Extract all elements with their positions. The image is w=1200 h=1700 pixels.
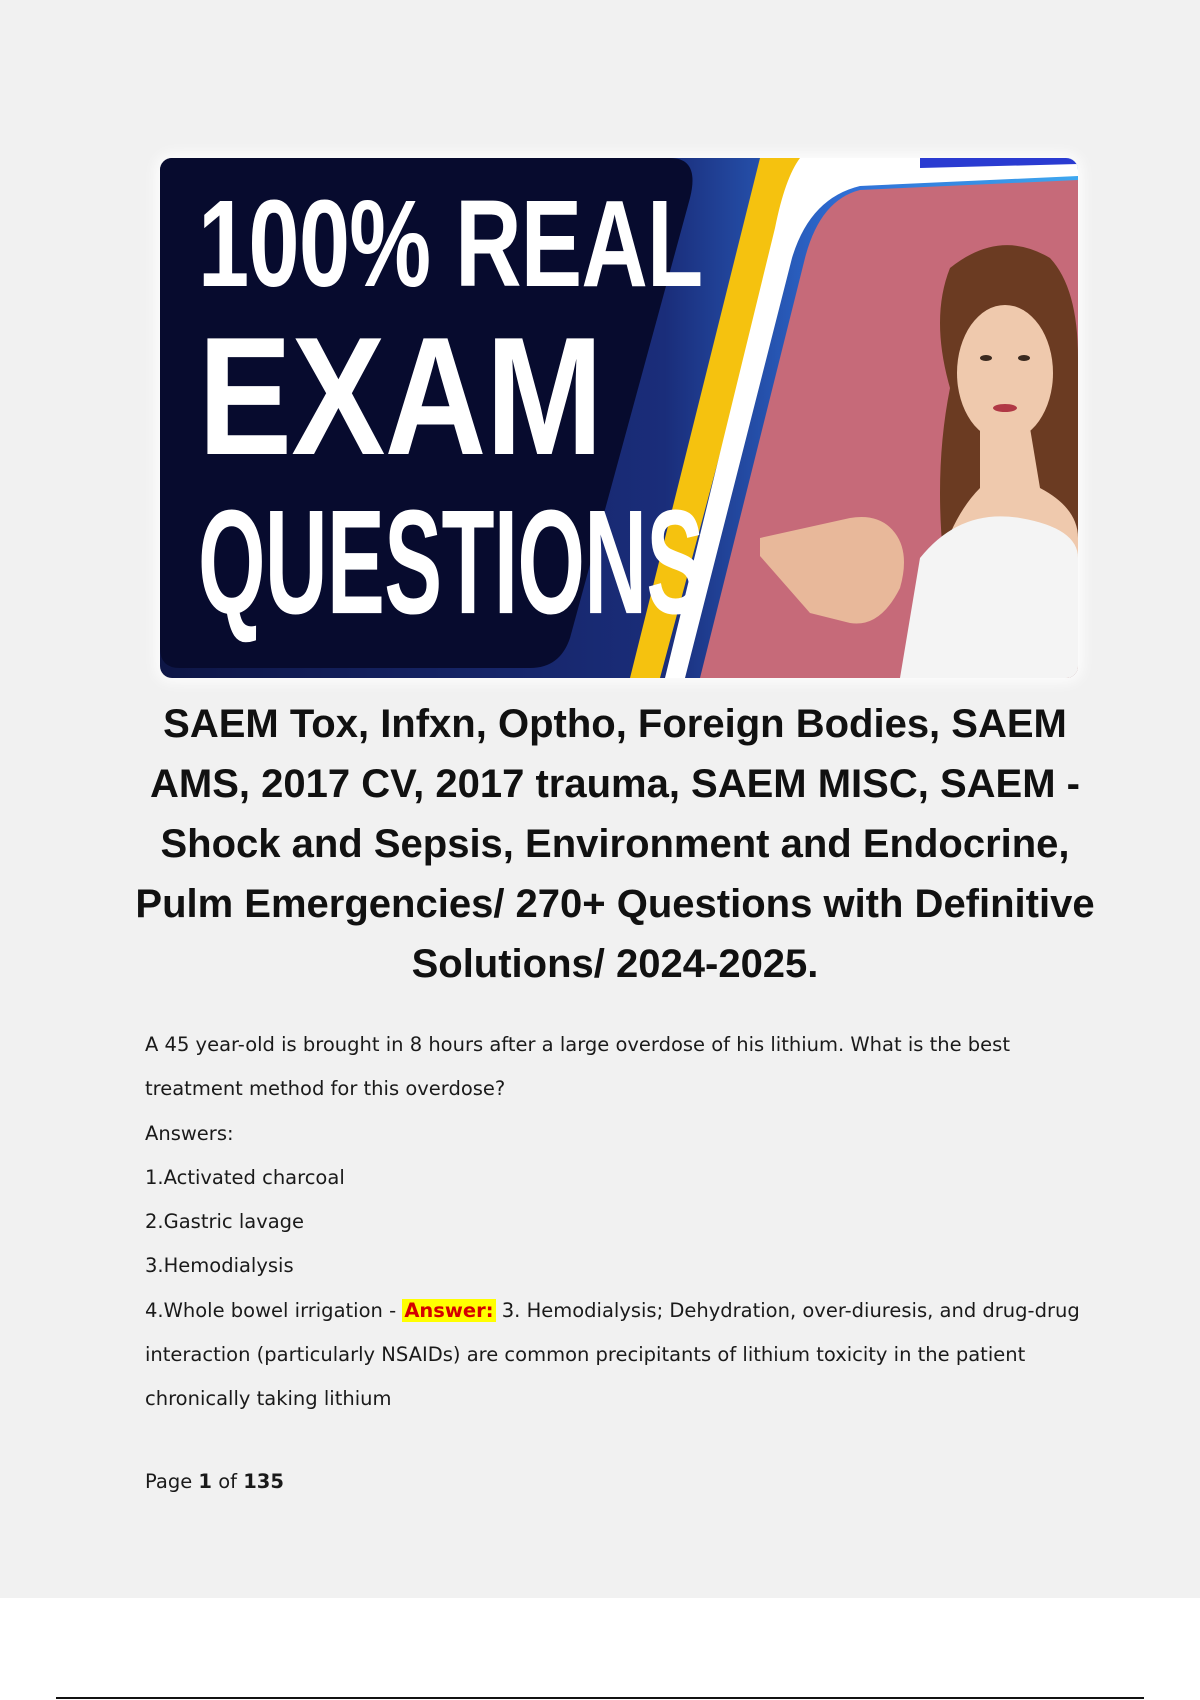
exam-banner-image <box>160 158 1078 678</box>
answer-option-4-with-solution <box>145 1289 1085 1422</box>
bottom-divider <box>56 1697 1144 1699</box>
answer-option-3: 3.Hemodialysis <box>145 1254 294 1278</box>
banner-line-1: 100% REAL <box>198 174 703 314</box>
page-number <box>145 1470 284 1493</box>
question-block <box>145 1023 1085 1422</box>
banner-line-2: EXAM <box>198 302 603 490</box>
page-of: of <box>218 1470 237 1493</box>
document-title: SAEM Tox, Infxn, Optho, Foreign Bodies, SAEM AMS, 2017 CV, 2017 trauma, SAEM MISC, SAEM - Shock and Sepsis, Environment and Endocrine, Pulm Emergencies/ 270+ Questions with Definitive Solutions/ 2024-2025. <box>135 702 1095 986</box>
answer-option-2: 2.Gastric lavage <box>145 1210 305 1234</box>
question-text: A 45 year-old is brought in 8 hours after a large overdose of his lithium. What is the best treatment method for this overdose? <box>145 1033 1010 1101</box>
banner-line-3: QUESTIONS <box>198 478 704 645</box>
answer-highlight-tag: Answer: <box>404 1298 494 1322</box>
total-pages: 135 <box>243 1470 284 1493</box>
page-prefix: Page <box>145 1470 193 1493</box>
answers-label: Answers: <box>145 1121 234 1145</box>
banner-headline <box>198 174 1014 645</box>
current-page: 1 <box>198 1470 212 1493</box>
answer-option-1: 1.Activated charcoal <box>145 1165 345 1189</box>
answer-explanation: 3. Hemodialysis; Dehydration, over-diuresis, and drug-drug interaction (particularly NSAIDs) are common precipitants of lithium toxicity in the patient chronically taking lithium <box>145 1298 1080 1411</box>
answer-option-4: 4.Whole bowel irrigation - <box>145 1298 397 1322</box>
